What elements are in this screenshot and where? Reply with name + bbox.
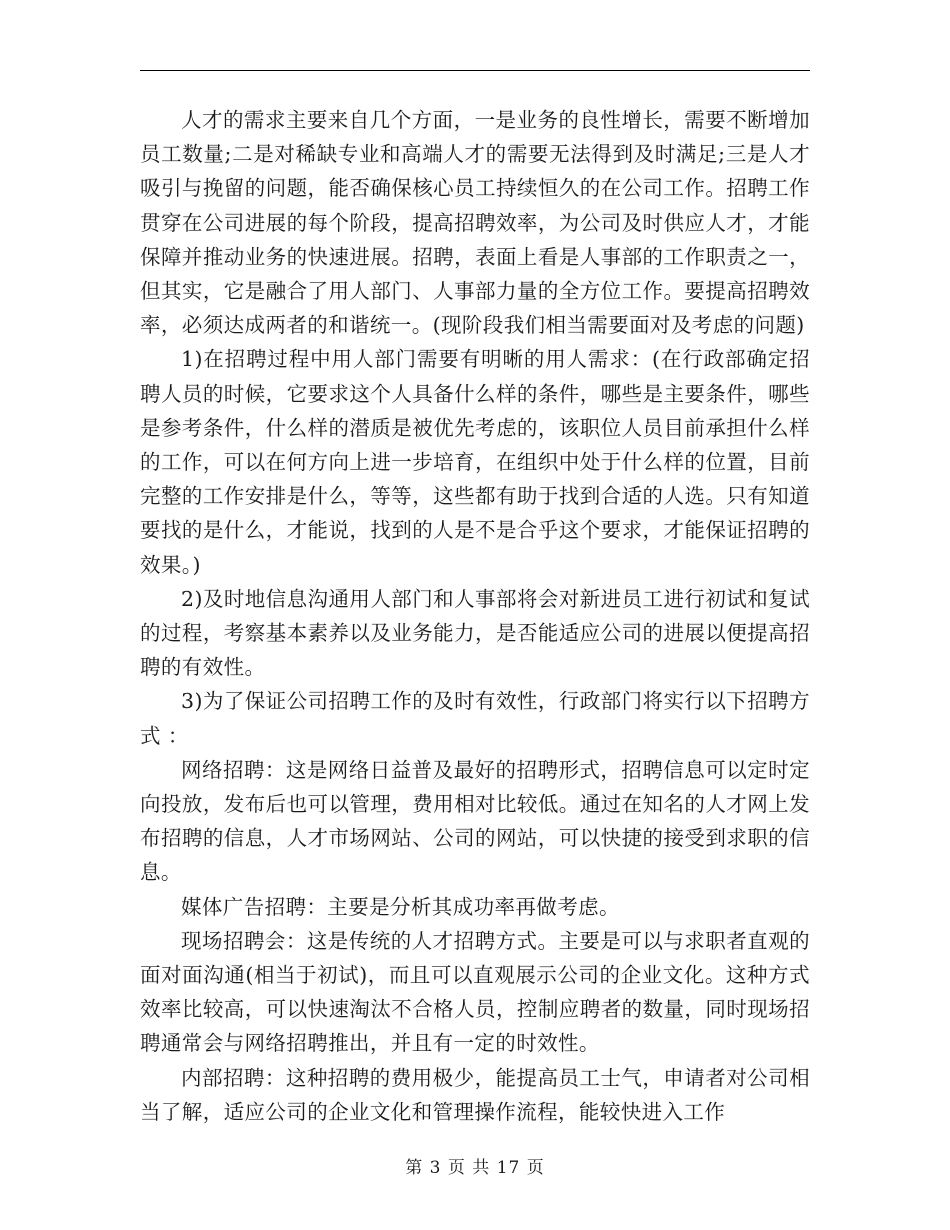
header-rule: [140, 70, 810, 71]
paragraph-item-2: 2)及时地信息沟通用人部门和人事部将会对新进员工进行初试和复试的过程，考察基本素养以及业务能力，是否能适应公司的进展以便提高招聘的有效性。: [140, 586, 810, 680]
page-footer: [0, 1153, 950, 1178]
paragraph-item-3: 3)为了保证公司招聘工作的及时有效性，行政部门将实行以下招聘方式 ：: [140, 689, 810, 748]
page-label-prefix: 第: [405, 1158, 424, 1178]
current-page-number: 3: [429, 1158, 442, 1178]
paragraph-intro: 人才的需求主要来自几个方面，一是业务的良性增长，需要不断增加员工数量;二是对稀缺专业和高端人才的需要无法得到及时满足;三是人才吸引与挽留的问题，能否确保核心员工持续恒久的在公司工作。招聘工作贯穿在公司进展的每个阶段，提高招聘效率，为公司及时供应人才，才能保障并推动业务的快速进展。招聘，表面上看是人事部的工作职责之一，但其实，它是融合了用人部门、人事部力量的全方位工作。要提高招聘效率，必须达成两者的和谐统一。(现阶段我们相当需要面对及考虑的问题): [140, 108, 810, 338]
paragraph-online-recruiting: 网络招聘：这是网络日益普及最好的招聘形式，招聘信息可以定时定向投放，发布后也可以管理，费用相对比较低。通过在知名的人才网上发布招聘的信息，人才市场网站、公司的网站，可以快捷的接受到求职的信息。: [140, 757, 810, 885]
paragraph-internal-recruiting: 内部招聘：这种招聘的费用极少，能提高员工士气，申请者对公司相当了解，适应公司的企业文化和管理操作流程，能较快进入工作: [140, 1065, 810, 1124]
paragraph-job-fair: 现场招聘会：这是传统的人才招聘方式。主要是可以与求职者直观的面对面沟通(相当于初试)，而且可以直观展示公司的企业文化。这种方式效率比较高，可以快速淘汰不合格人员，控制应聘者的数量，同时现场招聘通常会与网络招聘推出，并且有一定的时效性。: [140, 928, 810, 1056]
paragraph-item-1: 1)在招聘过程中用人部门需要有明晰的用人需求：(在行政部确定招聘人员的时候，它要求这个人具备什么样的条件，哪些是主要条件，哪些是参考条件，什么样的潜质是被优先考虑的，该职位人员目前承担什么样的工作，可以在何方向上进一步培育，在组织中处于什么样的位置，目前完整的工作安排是什么，等等，这些都有助于找到合适的人选。只有知道要找的是什么，才能说，找到的人是不是合乎这个要求，才能保证招聘的效果。): [140, 347, 810, 577]
document-body: [140, 103, 810, 1129]
total-unit: 页: [526, 1158, 545, 1178]
total-page-count: 17: [496, 1158, 521, 1178]
paragraph-media-recruiting: 媒体广告招聘：主要是分析其成功率再做考虑。: [181, 894, 620, 919]
total-label: 共: [472, 1158, 491, 1178]
page-unit: 页: [447, 1158, 466, 1178]
